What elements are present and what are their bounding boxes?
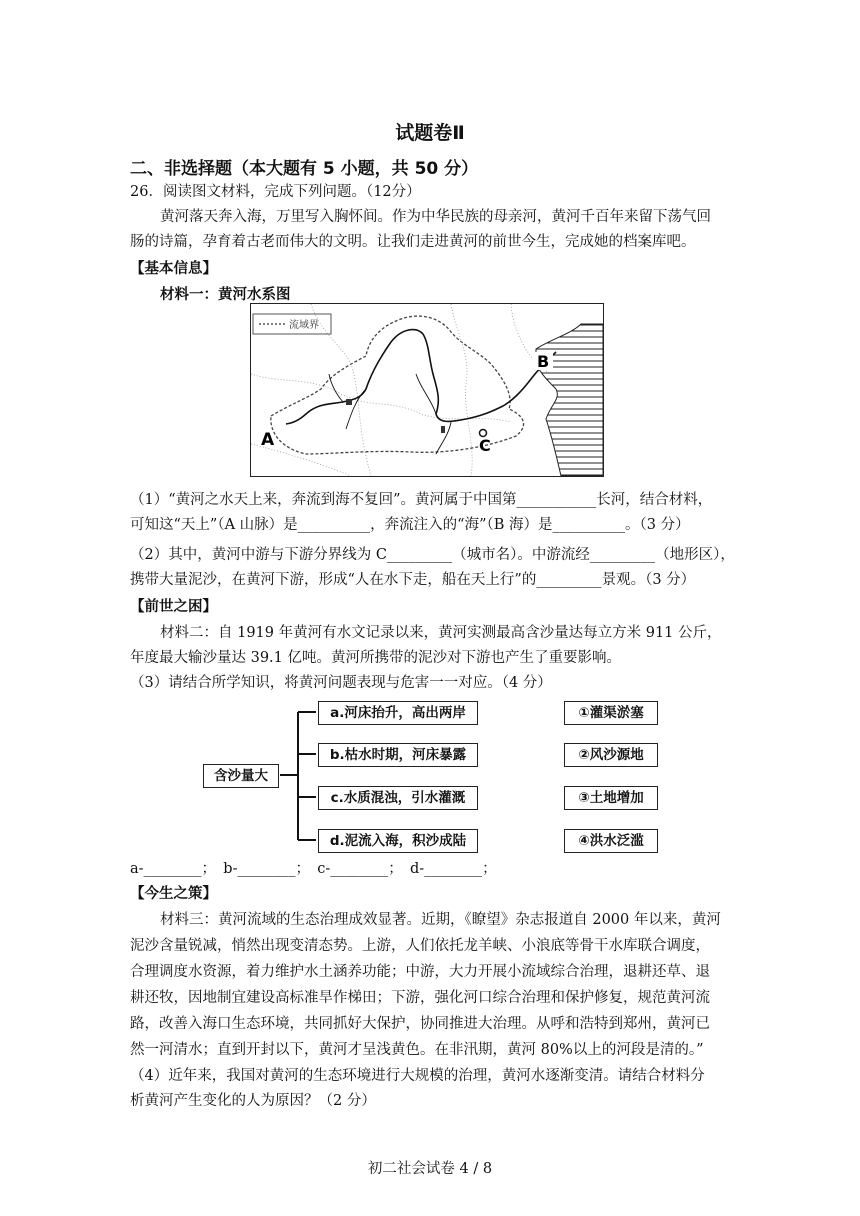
- material-3-line-6: 然一河清水；直到开封以下，黄河才呈浅黄色。在非汛期，黄河 80%以上的河段是清的。”: [130, 1042, 704, 1058]
- material-3-line-3: 合理调度水资源，着力维护水土涵养功能；中游，大力开展小流域综合治理，退耕还草、退: [130, 964, 710, 980]
- left-item-d: d.泥流入海，积沙成陆: [318, 829, 478, 853]
- legend-label: 流域界: [289, 320, 319, 331]
- yellow-river-map: [250, 303, 604, 477]
- question-2-line-2: 携带大量泥沙，在黄河下游，形成“人在水下走，船在天上行”的_________景观。（3 分）: [130, 572, 696, 588]
- right-item-2: ②风沙源地: [564, 743, 658, 767]
- section-heading: 二、非选择题（本大题有 5 小题，共 50 分）: [130, 159, 479, 179]
- basic-info-heading: 【基本信息】: [130, 261, 217, 277]
- past-heading: 【前世之困】: [130, 599, 217, 615]
- page-title: 试题卷Ⅱ: [395, 122, 465, 144]
- center-box: 含沙量大: [203, 764, 279, 788]
- right-item-3: ③土地增加: [564, 786, 658, 810]
- map-drawing: [251, 304, 603, 476]
- intro-line-1: 黄河落天奔入海，万里写入胸怀间。作为中华民族的母亲河，黄河千百年来留下荡气回: [160, 209, 711, 225]
- page-footer: 初二社会试卷 4 / 8: [367, 1161, 493, 1177]
- question-1-line-1: （1）“黄河之水天上来，奔流到海不复回”。黄河属于中国第___________长河，结合材料，: [130, 492, 713, 508]
- material-2-line-2: 年度最大输沙量达 39.1 亿吨。黄河所携带的泥沙对下游也产生了重要影响。: [130, 650, 622, 666]
- question-3: （3）请结合所学知识，将黄河问题表现与危害一一对应。（4 分）: [130, 675, 552, 691]
- left-item-c: c.水质混浊，引水灌溉: [318, 786, 478, 810]
- question-4-line-1: （4）近年来，我国对黄河的生态环境进行大规模的治理，黄河水逐渐变清。请结合材料分: [130, 1068, 705, 1084]
- question-1-line-2: 可知这“天上”（A 山脉）是__________，奔流注入的“海”（B 海）是__________。（3 分）: [130, 517, 690, 533]
- material-2-line-1: 材料二：自 1919 年黄河有水文记录以来，黄河实测最高含沙量达每立方米 911 公斤，: [160, 625, 722, 641]
- left-item-a: a.河床抬升，高出两岸: [318, 701, 478, 725]
- question-4-line-2: 析黄河产生变化的人为原因？（2 分）: [130, 1093, 376, 1109]
- material-3-line-4: 耕还牧，因地制宜建设高标准旱作梯田；下游，强化河口综合治理和保护修复，规范黄河流: [130, 990, 710, 1006]
- question-26-stem: 26．阅读图文材料，完成下列问题。（12分）: [130, 184, 421, 200]
- map-label-a: A: [261, 430, 275, 450]
- map-label-b: B: [537, 352, 550, 371]
- right-item-4: ④洪水泛滥: [564, 829, 658, 853]
- matching-diagram: [0, 690, 860, 860]
- material-3-line-5: 路，改善入海口生态环境，共同抓好大保护，协同推进大治理。从呼和浩特到郑州，黄河已: [130, 1016, 710, 1032]
- present-heading: 【今生之策】: [130, 886, 217, 902]
- map-label-c: C: [479, 436, 491, 455]
- material-3-line-2: 泥沙含量锐减，悄然出现变清态势。上游，人们依托龙羊峡、小浪底等骨干水库联合调度，: [130, 938, 710, 954]
- answers-line: a-________； b-________； c-________； d-________；: [130, 861, 497, 877]
- intro-line-2: 肠的诗篇，孕育着古老而伟大的文明。让我们走进黄河的前世今生，完成她的档案库吧。: [130, 234, 696, 250]
- question-2-line-1: （2）其中，黄河中游与下游分界线为 C_________（城市名）。中游流经_________（地形区），: [130, 547, 735, 563]
- material-1-label-text: 材料一：黄河水系图: [160, 287, 291, 303]
- material-3-line-1: 材料三：黄河流域的生态治理成效显著。近期，《瞭望》杂志报道自 2000 年以来，黄河: [160, 912, 721, 928]
- right-item-1: ①灌渠淤塞: [564, 701, 658, 725]
- left-item-b: b.枯水时期，河床暴露: [318, 743, 478, 767]
